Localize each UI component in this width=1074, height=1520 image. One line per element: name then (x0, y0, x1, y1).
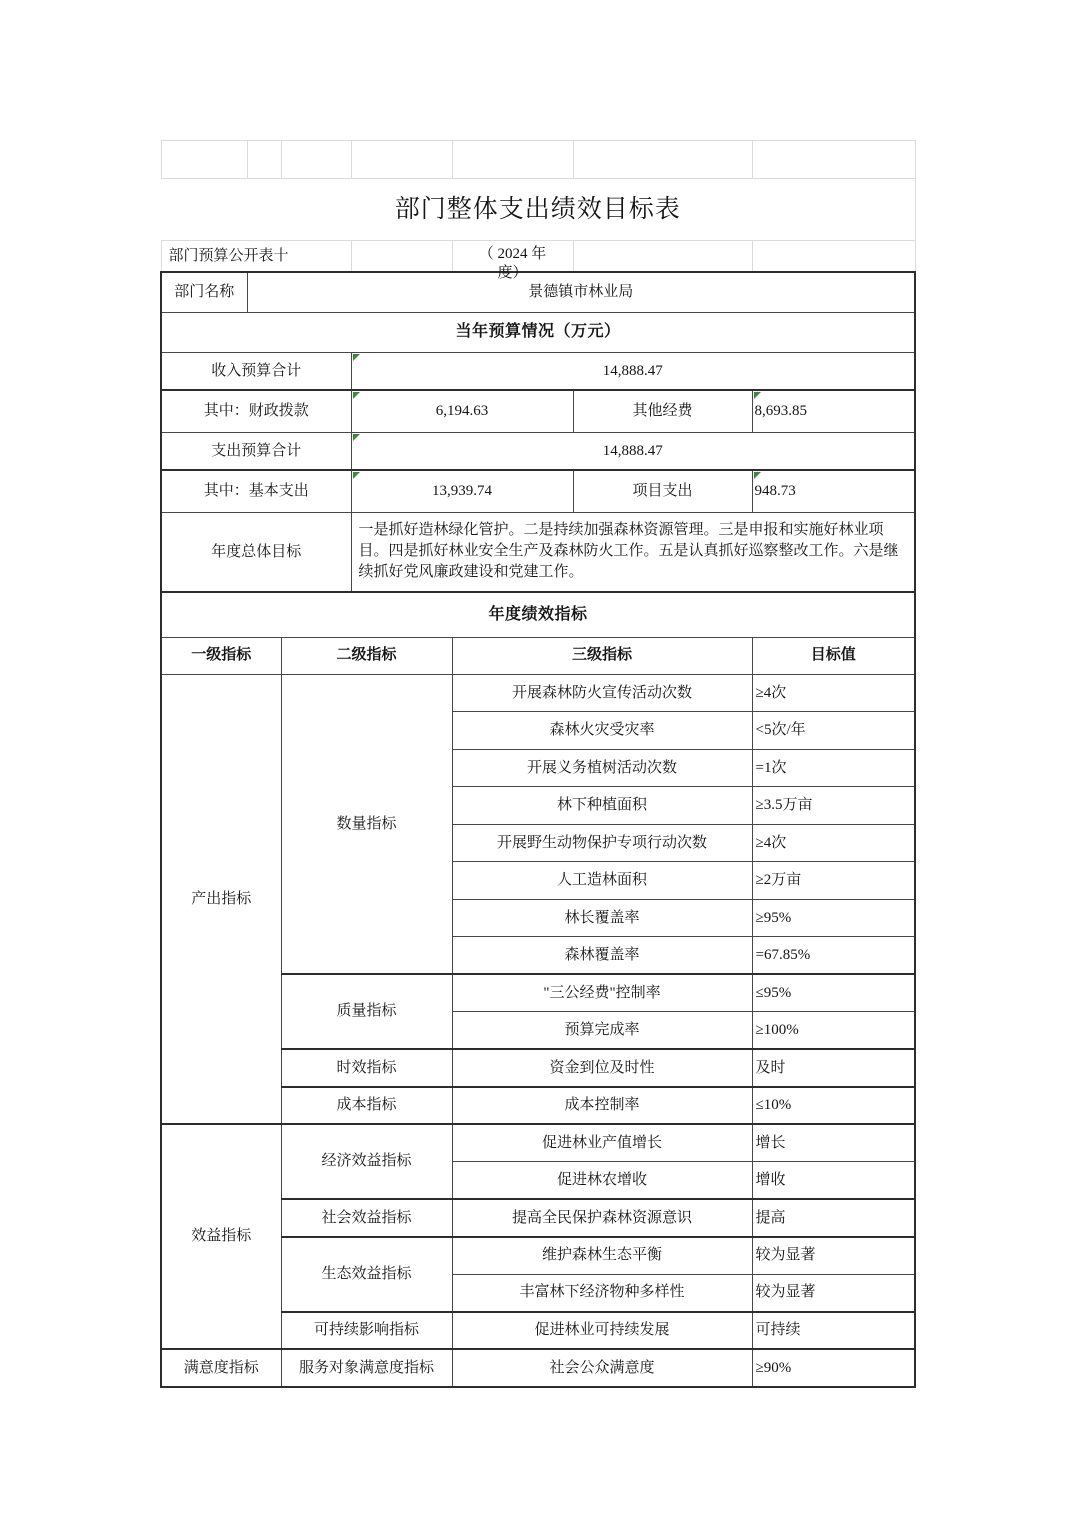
budget-section-title: 当年预算情况（万元） (161, 312, 915, 352)
empty-cell (161, 141, 247, 179)
indicator-name: 预算完成率 (452, 1012, 752, 1050)
year-line1: （ 2024 年 (478, 246, 547, 262)
indicator-target: 较为显著 (752, 1237, 915, 1275)
project-expenditure-value (752, 470, 915, 512)
level2-quantity: 数量指标 (281, 674, 452, 974)
level2-cost: 成本指标 (281, 1087, 452, 1125)
indicator-name: 促进林业产值增长 (452, 1124, 752, 1162)
level2-social: 社会效益指标 (281, 1199, 452, 1237)
income-total-label: 收入预算合计 (161, 352, 351, 390)
year-cell (452, 241, 573, 281)
empty-cell (752, 241, 915, 273)
indicator-name: 林长覆盖率 (452, 899, 752, 937)
indicator-target: 较为显著 (752, 1274, 915, 1312)
indicator-name: 成本控制率 (452, 1087, 752, 1125)
indicator-name: 林下种植面积 (452, 787, 752, 825)
document-title: 部门整体支出绩效目标表 (161, 179, 915, 241)
indicator-target: 增长 (752, 1124, 915, 1162)
empty-cell (281, 141, 351, 179)
indicator-target: ≥100% (752, 1012, 915, 1050)
excel-flag-icon (353, 354, 360, 361)
empty-cell (351, 241, 452, 273)
spreadsheet-area (160, 140, 916, 1388)
empty-cell (752, 141, 915, 179)
basic-expenditure-value (351, 470, 573, 512)
level1-benefit: 效益指标 (161, 1124, 281, 1349)
department-name: 景德镇市林业局 (247, 272, 915, 312)
empty-cell (351, 141, 452, 179)
indicator-target: <5次/年 (752, 712, 915, 750)
level1-output: 产出指标 (161, 674, 281, 1124)
excel-flag-icon (353, 472, 360, 479)
level1-satisfaction: 满意度指标 (161, 1349, 281, 1387)
indicator-name: 森林覆盖率 (452, 937, 752, 975)
indicator-name: 丰富林下经济物种多样性 (452, 1274, 752, 1312)
project-expenditure-label: 项目支出 (573, 470, 752, 512)
header-level3: 三级指标 (452, 637, 752, 674)
fiscal-label: 其中：财政拨款 (161, 390, 351, 432)
indicator-name: 开展义务植树活动次数 (452, 749, 752, 787)
indicator-name: 开展森林防火宣传活动次数 (452, 674, 752, 712)
other-funds-text: 8,693.85 (754, 403, 807, 420)
other-funds-value (752, 390, 915, 432)
project-expenditure-text: 948.73 (754, 483, 796, 500)
level2-service-satisfaction: 服务对象满意度指标 (281, 1349, 452, 1387)
fiscal-value-text: 6,194.63 (435, 403, 489, 420)
year-line2: 度） (497, 265, 528, 281)
empty-cell (247, 141, 281, 179)
indicator-target: 增收 (752, 1162, 915, 1200)
excel-flag-icon (353, 392, 360, 399)
expenditure-total-value (351, 432, 915, 470)
indicator-target: =67.85% (752, 937, 915, 975)
annual-goal-text: 一是抓好造林绿化管护。二是持续加强森林资源管理。三是申报和实施好林业项目。四是抓好林业安全生产及森林防火工作。五是认真抓好巡察整改工作。六是继续抓好党风廉政建设和党建工作。 (351, 512, 915, 592)
other-funds-label: 其他经费 (573, 390, 752, 432)
indicator-name: 促进林农增收 (452, 1162, 752, 1200)
indicator-target: ≥90% (752, 1349, 915, 1387)
indicator-name: 维护森林生态平衡 (452, 1237, 752, 1275)
income-total-text: 14,888.47 (602, 362, 663, 379)
indicator-target: ≥2万亩 (752, 862, 915, 900)
indicator-name: 提高全民保护森林资源意识 (452, 1199, 752, 1237)
excel-flag-icon (754, 392, 761, 399)
indicator-target: ≤95% (752, 974, 915, 1012)
level2-ecological: 生态效益指标 (281, 1237, 452, 1312)
indicator-target: 提高 (752, 1199, 915, 1237)
indicator-target: ≥95% (752, 899, 915, 937)
indicator-target: ≥4次 (752, 674, 915, 712)
indicator-target: ≤10% (752, 1087, 915, 1125)
basic-expenditure-text: 13,939.74 (432, 483, 492, 500)
excel-flag-icon (754, 472, 761, 479)
empty-cell (452, 141, 573, 179)
basic-expenditure-label: 其中：基本支出 (161, 470, 351, 512)
header-target: 目标值 (752, 637, 915, 674)
indicator-name: 社会公众满意度 (452, 1349, 752, 1387)
header-level2: 二级指标 (281, 637, 452, 674)
indicator-target: 可持续 (752, 1312, 915, 1350)
level2-economic: 经济效益指标 (281, 1124, 452, 1199)
indicator-name: 开展野生动物保护专项行动次数 (452, 824, 752, 862)
excel-flag-icon (353, 434, 360, 441)
income-total-value (351, 352, 915, 390)
expenditure-total-label: 支出预算合计 (161, 432, 351, 470)
expenditure-total-text: 14,888.47 (602, 442, 663, 459)
performance-target-table (160, 140, 916, 1388)
indicators-section-title: 年度绩效指标 (161, 592, 915, 637)
empty-cell (573, 241, 752, 273)
indicator-name: "三公经费"控制率 (452, 974, 752, 1012)
indicator-name: 资金到位及时性 (452, 1049, 752, 1087)
indicator-name: 促进林业可持续发展 (452, 1312, 752, 1350)
indicator-target: =1次 (752, 749, 915, 787)
level2-sustainable: 可持续影响指标 (281, 1312, 452, 1350)
level2-quality: 质量指标 (281, 974, 452, 1049)
indicator-name: 森林火灾受灾率 (452, 712, 752, 750)
sheet-label: 部门预算公开表十 (161, 241, 351, 273)
fiscal-value (351, 390, 573, 432)
indicator-target: ≥4次 (752, 824, 915, 862)
empty-cell (573, 141, 752, 179)
indicator-name: 人工造林面积 (452, 862, 752, 900)
level2-timeliness: 时效指标 (281, 1049, 452, 1087)
indicator-target: 及时 (752, 1049, 915, 1087)
header-level1: 一级指标 (161, 637, 281, 674)
department-label: 部门名称 (161, 272, 247, 312)
indicator-target: ≥3.5万亩 (752, 787, 915, 825)
annual-goal-label: 年度总体目标 (161, 512, 351, 592)
